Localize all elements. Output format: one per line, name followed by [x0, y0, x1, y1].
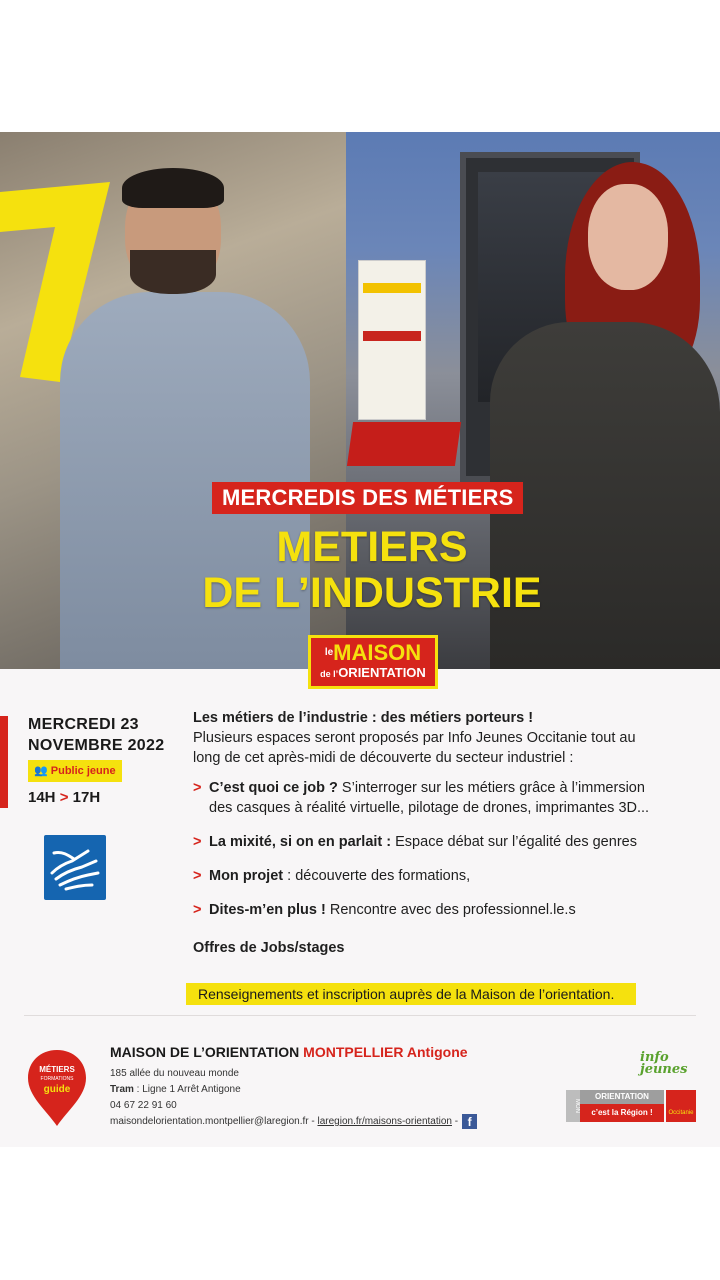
event-description [193, 708, 653, 958]
event-date [28, 714, 164, 756]
tram-label: Tram [110, 1084, 134, 1095]
item-text: : découverte des formations, [283, 868, 471, 884]
item-title: Mon projet [209, 868, 284, 884]
safety-sticker [358, 260, 426, 420]
logo-mon: MON [566, 1090, 580, 1122]
logo-region: c’est la Région ! [580, 1104, 664, 1122]
pin-line-1: MÉTIERS [39, 1065, 75, 1074]
bullet-chevron-icon: > [193, 780, 202, 796]
end-time: 17H [72, 789, 101, 806]
logo-maison-text: MAISON [333, 640, 422, 665]
item-title: C’est quoi ce job ? [209, 780, 338, 796]
venue-city: MONTPELLIER [303, 1044, 404, 1060]
list-item [193, 900, 653, 920]
venue-tram [110, 1082, 570, 1098]
pin-line-2: FORMATIONS [40, 1076, 74, 1082]
venue-links [110, 1114, 570, 1130]
poster [0, 132, 720, 1147]
event-series-label: MERCREDIS DES MÉTIERS [212, 482, 523, 514]
activity-list [193, 778, 653, 920]
link-separator: - [308, 1116, 318, 1128]
list-item [193, 832, 653, 852]
item-text: Espace débat sur l’égalité des genres [391, 834, 637, 850]
pin-line-3: guide [43, 1084, 71, 1095]
item-title: La mixité, si on en parlait : [209, 834, 392, 850]
time-arrow: > [59, 789, 69, 806]
venue-info [110, 1066, 570, 1130]
logo-orientation: ORIENTATION [580, 1090, 664, 1104]
event-day: MERCREDI 23 [28, 716, 139, 733]
venue-address: 185 allée du nouveau monde [110, 1068, 239, 1079]
bullet-chevron-icon: > [193, 902, 202, 918]
page-title [170, 524, 574, 616]
offres-heading: Offres de Jobs/stages [193, 940, 345, 956]
bullet-chevron-icon: > [193, 868, 202, 884]
link-trail: - [452, 1116, 459, 1128]
venue-name-main: MAISON DE L’ORIENTATION [110, 1044, 304, 1060]
logo-orientation-text: ORIENTATION [338, 665, 426, 680]
start-time: 14H [28, 789, 56, 806]
facebook-icon[interactable]: f [462, 1114, 477, 1129]
people-icon: 👥 [34, 765, 48, 777]
audience-label: Public jeune [50, 765, 116, 777]
item-title: Dites-m’en plus ! [209, 902, 326, 918]
venue-name [110, 1042, 570, 1062]
red-tool-drawer [347, 422, 461, 466]
email-link[interactable]: maisondelorientation.montpellier@laregion.fr [110, 1116, 309, 1128]
tram-line: : Ligne 1 Arrêt Antigone [133, 1084, 241, 1095]
intro-text: Plusieurs espaces seront proposés par Info Jeunes Occitanie tout au long de cet après-midi de découverte du secteur industriel : [193, 730, 636, 766]
date-accent-bar [0, 716, 8, 808]
footer-contact [110, 1042, 570, 1130]
maison-orientation-logo [308, 635, 438, 689]
item-text: Rencontre avec des professionnel.le.s [325, 902, 576, 918]
logo-le: le [324, 647, 334, 658]
bullet-chevron-icon: > [193, 834, 202, 850]
venue-district: Antigone [403, 1044, 468, 1060]
title-line-1: METIERS [276, 523, 468, 571]
venue-phone: 04 67 22 91 60 [110, 1100, 177, 1111]
event-hours [28, 788, 100, 808]
item-text: S’interroger sur les métiers grâce à l’immersion des casques à réalité virtuelle, pilotage de drones, imprimantes 3D... [209, 780, 650, 816]
metiers-guide-pin-icon [26, 1048, 88, 1128]
lead-heading: Les métiers de l’industrie : des métiers porteurs ! [193, 710, 534, 726]
website-link[interactable]: laregion.fr/maisons-orientation [317, 1116, 452, 1128]
hero-photo [0, 132, 720, 669]
title-line-2: DE L’INDUSTRIE [202, 569, 542, 617]
list-item [193, 866, 653, 886]
audience-badge [28, 760, 122, 782]
logo-de: de l’ [320, 669, 339, 679]
divider [24, 1015, 696, 1016]
occitanie-logo: Occitanie [666, 1090, 696, 1122]
registration-banner: Renseignements et inscription auprès de la Maison de l’orientation. [186, 983, 636, 1005]
event-month-year: NOVEMBRE 2022 [28, 737, 165, 754]
info-jeunes-logo: info jeunes [640, 1050, 688, 1077]
sign-language-icon [44, 835, 106, 900]
list-item [193, 778, 653, 818]
mon-orientation-region-logo [566, 1090, 696, 1122]
